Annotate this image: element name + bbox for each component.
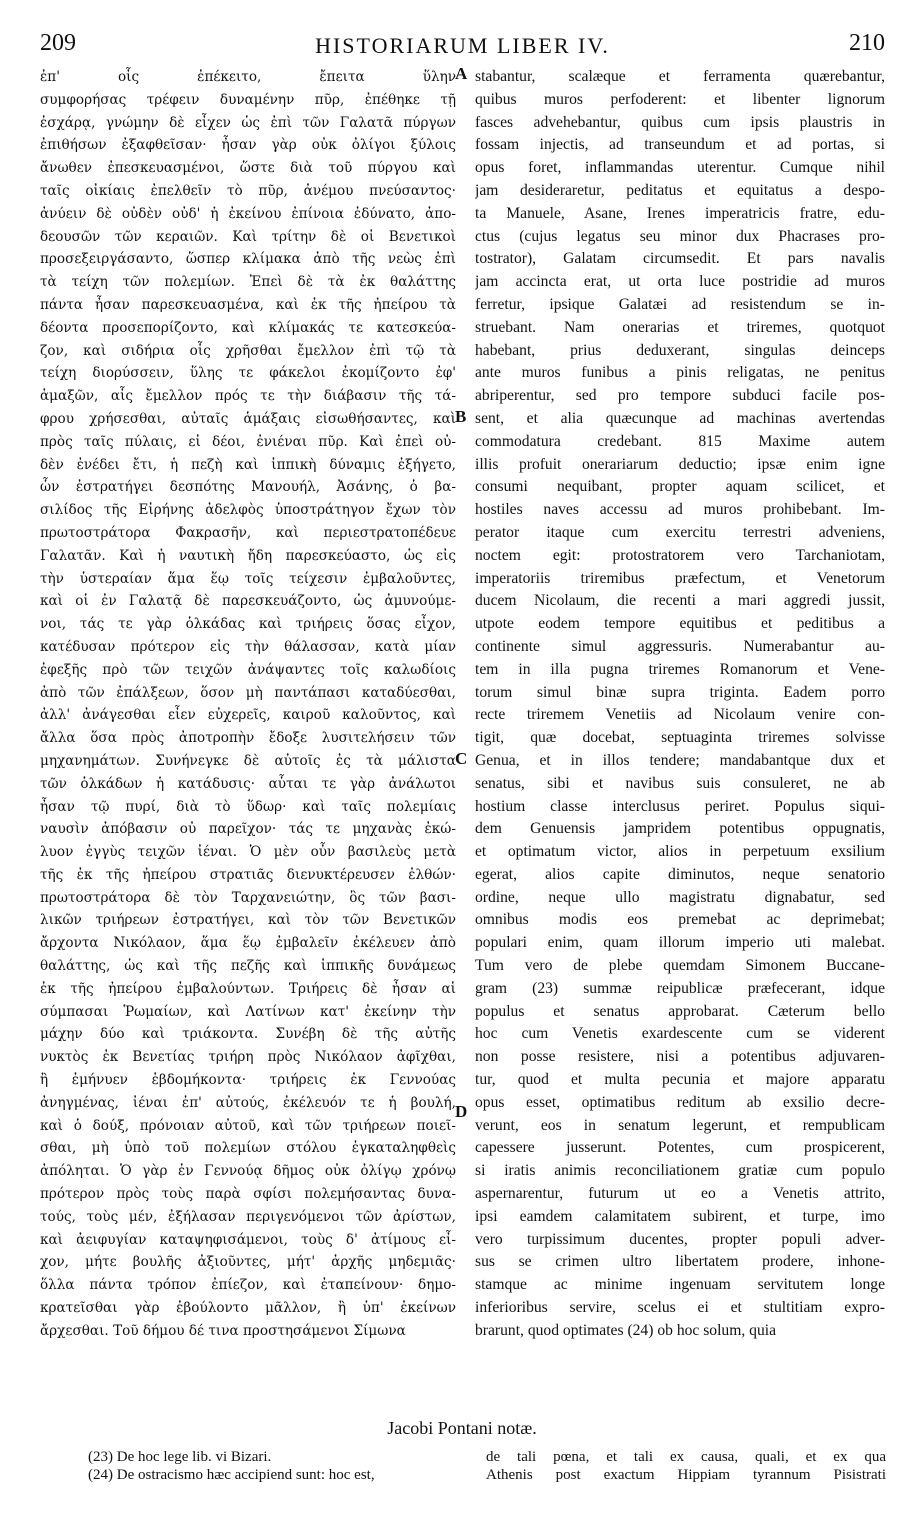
- greek-text-line: νυκτὸς ἐκ Βενετίας τριήρη πρὸς Νικόλαον ἀφῖχθαι,: [40, 1049, 456, 1066]
- latin-text-line: tem in illa pugna triremes Romanorum et Vene-: [475, 660, 885, 678]
- greek-text-line: ἐπ' οἷς ἐπέκειτο, ἔπειτα ὕλην: [40, 69, 456, 85]
- greek-text-line: δεουσῶν τῶν κεραιῶν. Καὶ τρίτην δὲ οἱ Βενετικοὶ: [40, 228, 456, 245]
- greek-text-line: συμφορήσας τρέφειν δυναμένην πῦρ, ἐπέθηκε τῇ: [40, 91, 456, 108]
- latin-text-line: sus se crimen ultro libertatem prodere, inhone-: [475, 1253, 885, 1271]
- latin-text-line: habebant, prius deduxerant, singulas deinceps: [475, 341, 885, 359]
- greek-text-line: χον, μήτε βουλῆς ἀξιοῦντες, μήτ' ἀρχῆς μηδεμιᾶς·: [40, 1254, 456, 1271]
- greek-text-line: ἀλλ' ἀνάγεσθαι εἶεν εὐχερεῖς, καιροῦ καλοῦντος, καὶ: [40, 707, 456, 724]
- greek-text-line: ἢ ἐμήνυεν ἑβδομήκοντα· τριήρεις ἐκ Γεννούας: [40, 1072, 456, 1089]
- latin-text-line: tur, quod et multa pecunia et majore apparatu: [475, 1071, 885, 1089]
- latin-text-line: quibus muros perfoderent: et libenter lignorum: [475, 90, 885, 108]
- greek-text-line: δὲν ἐνέδει ἔτι, ἡ πεζὴ καὶ ἱππικὴ δύναμις ἐξήγετο,: [40, 456, 456, 473]
- greek-text-line: ὧν ἐστρατήγει δεσπότης Μανουήλ, Ἀσάνης, ὁ βα-: [40, 479, 456, 496]
- notes-left-column: [88, 1448, 478, 1484]
- latin-text-line: opus foret, inflammandas uterentur. Cumque nihil: [475, 159, 885, 177]
- greek-text-line: σύμπασαι Ῥωμαίων, καὶ Λατίνων κατ' ἐκείνην τὴν: [40, 1003, 456, 1020]
- greek-text-line: ἀπὸ τῶν ἐπάλξεων, ὅσον μὴ παντάπασι καταδύεσθαι,: [40, 684, 456, 701]
- latin-text-line: stabantur, scalæque et ferramenta quærebantur,: [475, 68, 885, 85]
- latin-text-line: continente simul aggressuris. Numerabantur au-: [475, 637, 885, 655]
- latin-text-line: gram (23) summæ reipublicæ præfecerant, idque: [475, 979, 885, 997]
- greek-text-line: ταῖς οἰκίαις ἐπελθεῖν τὸ πῦρ, ἀνέμου πνεύσαντος·: [40, 182, 456, 199]
- latin-text-line: hostium classe interclusus periret. Populus siqui-: [475, 797, 885, 815]
- margin-marker-d: D: [455, 1102, 468, 1121]
- latin-text-line: hostiles naves accessu ad muros prohibebant. Im-: [475, 501, 885, 519]
- greek-text-line: ἁμαξῶν, αἷς ἔμελλον πρός τε τὴν διάβασιν τῆς τά-: [40, 388, 456, 405]
- footnote-line: Athenis post exactum Hippiam tyrannum Pisistrati: [486, 1467, 886, 1483]
- latin-text-line: illis profuit onerariarum deductio; ipsæ enim igne: [475, 455, 885, 473]
- footnote-line: (23) De hoc lege lib. vi Bizari.: [88, 1449, 272, 1465]
- latin-text-line: non posse resistere, nisi a potentibus adjuvaren-: [475, 1048, 885, 1066]
- latin-text-line: ta Manuele, Asane, Irenes imperatricis fratre, edu-: [475, 204, 885, 222]
- greek-text-line: ἄνωθεν ἐπεσκευασμένοι, ὥστε διὰ τοῦ πύργου καὶ: [40, 160, 456, 177]
- latin-text-line: tigit, quæ docebat, septuaginta triremes solvisse: [475, 729, 885, 747]
- greek-text-line: κατέδυσαν πρότερον εἰς τὴν θάλασσαν, κατὰ μίαν: [40, 638, 456, 655]
- greek-text-line: λυον ἐγγὺς τειχῶν ἰέναι. Ὁ μὲν οὖν βασιλεὺς μετὰ: [40, 844, 456, 861]
- greek-text-line: φρου χρήσεσθαι, αὐταῖς ἁμάξαις εἰσωθήσαντες, καὶ: [40, 410, 456, 427]
- margin-marker-b: B: [455, 407, 467, 426]
- footnote-line: (24) De ostracismo hæc accipiend sunt: hoc est,: [88, 1467, 375, 1483]
- latin-text-line: abriperentur, sed pro tempore subduci facile pos-: [475, 387, 885, 405]
- latin-text-line: populus et senatus approbarat. Cæterum bello: [475, 1002, 885, 1020]
- page-header: [40, 30, 885, 60]
- greek-text-column: [40, 66, 456, 1343]
- greek-text-line: Γαλατᾶν. Καὶ ἡ ναυτικὴ ἤδη παρεσκεύαστο, ὡς εἰς: [40, 547, 456, 564]
- greek-text-line: τείχη διορύσσειν, ὕλης τε φάκελοι ἐκομίζοντο ἐφ': [40, 365, 456, 382]
- greek-text-line: ἄρχεσθαι. Τοῦ δήμου δέ τινα προστησάμενοι Σίμωνα: [40, 1322, 406, 1339]
- latin-text-line: aspernarentur, futurum ut eo a Venetis attrito,: [475, 1185, 885, 1203]
- latin-text-line: tostrator), Galatam circumsedit. Et pars navalis: [475, 250, 885, 268]
- latin-text-line: commodatura credebant. 815 Maxime autem: [475, 432, 885, 450]
- latin-text-line: fasces advehebantur, quibus cum ipsis plaustris in: [475, 113, 885, 131]
- latin-text-line: perator itaque cum exercitu terrestri adveniens,: [475, 523, 885, 541]
- greek-text-line: ἄρχοντα Νικόλαον, ἅμα ἕῳ ἐμβαλεῖν ἐκέλευεν ἀπὸ: [40, 935, 456, 952]
- latin-text-line: egerat, alios capite diminutos, neque senatorio: [475, 865, 885, 883]
- greek-text-line: πάντα ἦσαν παρεσκευασμένα, καὶ ἐκ τῆς ἠπείρου τὰ: [40, 296, 456, 313]
- latin-text-line: Tum vero de plebe quemdam Simonem Buccane-: [475, 957, 885, 975]
- greek-text-line: ναυσὶν ἀπόβασιν οὐ παρεῖχον· τάς τε μηχανὰς ἐκώ-: [40, 821, 456, 838]
- latin-text-line: opus esset, optimatibus reditum ab exsilio decre-: [475, 1093, 885, 1111]
- latin-text-line: stamque ac minime ingenuam servitutem longe: [475, 1276, 885, 1294]
- greek-text-line: πρωτοστράτορα Φακρασῆν, καὶ περιεστρατοπέδευε: [40, 524, 456, 541]
- notes-right-column: [486, 1448, 886, 1484]
- latin-text-line: hoc cum Venetis exardescente cum se viderent: [475, 1025, 885, 1043]
- latin-text-line: ducem Nicolaum, die recenti a mari aggredi jussit,: [475, 592, 885, 610]
- greek-text-line: νοι, τάς τε γὰρ ὁλκάδας καὶ τριήρεις ὅσας εἶχον,: [40, 616, 456, 633]
- greek-text-line: τούς, τοὺς μέν, ἐξήλασαν περιγενόμενοι τῶν ἀρίστων,: [40, 1208, 456, 1225]
- greek-text-line: μηχανημάτων. Συνήνεγκε δὲ αὐτοῖς ἐς τὰ μάλιστα: [40, 752, 456, 769]
- greek-text-line: λικῶν τριήρεων ἐστρατήγει, καὶ τὸν τῶν Βενετικῶν: [40, 912, 456, 929]
- latin-text-line: dem Genuensis jampridem potentibus oppugnatis,: [475, 820, 885, 838]
- latin-text-line: utpote eodem tempore equitibus et peditibus a: [475, 615, 885, 633]
- latin-text-line: noctem egit: protostratorem vero Tarchaniotam,: [475, 546, 885, 564]
- latin-text-line: capessere jusserunt. Potentes, cum prospicerent,: [475, 1139, 885, 1157]
- latin-text-line: omnibus modis eos premebat ac deprimebat;: [475, 911, 885, 929]
- greek-text-line: ἦσαν τῷ πυρί, διὰ τὸ ὕδωρ· καὶ ταῖς πολεμίαις: [40, 798, 456, 815]
- latin-text-line: ordine, neque ullo magistratu dignabatur, sed: [475, 888, 885, 906]
- greek-text-line: ἀνύειν δὲ οὐδὲν οὐδ' ἡ ἐκείνου ἐπίνοια ἐδύνατο, ἀπο-: [40, 205, 456, 222]
- greek-text-line: θαλάττης, ὡς καὶ τῆς πεζῆς καὶ ἱππικῆς δυνάμεως: [40, 958, 456, 975]
- greek-text-line: ἄλλα ὅσα πρὸς ἀποτροπὴν ἔδοξε λυσιτελήσειν τῶν: [40, 730, 456, 747]
- latin-text-line: torum simul binæ supra triginta. Eadem porro: [475, 683, 885, 701]
- latin-text-line: ipsi eamdem calamitatem subirent, et turpe, imo: [475, 1207, 885, 1225]
- greek-text-line: ἐκ τῆς ἠπείρου ἐμβαλούντων. Τριήρεις δὲ ἦσαν αἱ: [40, 980, 456, 997]
- latin-text-line: imperatoriis triremibus præfectum, et Venetorum: [475, 569, 885, 587]
- latin-text-line: fossam injectis, ad transeundum et ad portas, si: [475, 136, 885, 154]
- latin-text-line: senatus, sibi et navibus suis consuleret, ne ab: [475, 774, 885, 792]
- greek-text-line: προσεξειργάσαντο, ὥσπερ κλίμακα ἀπὸ τῆς νεὼς ἐπὶ: [40, 251, 456, 268]
- latin-text-line: sent, et alia quæcunque ad machinas avertendas: [475, 409, 885, 427]
- page-number-right: 210: [849, 30, 885, 56]
- greek-text-line: τῶν ὁλκάδων ἡ κατάδυσις· αὗται τε γὰρ ἀνάλωτοι: [40, 775, 456, 792]
- greek-text-line: ἐσχάρᾳ, γνώμην δὲ εἶχεν ὡς ἐπὶ τῶν Γαλατᾶ πύργων: [40, 114, 456, 131]
- greek-text-line: καὶ ἀειφυγίαν καταψηφισάμενοι, τοὺς δ' ἀτίμους εἶ-: [40, 1231, 456, 1248]
- greek-text-line: καὶ οἱ ἐν Γαλατᾷ δὲ παρεσκευάζοντο, ὡς ἀμυνούμε-: [40, 593, 456, 610]
- page-number-left: 209: [40, 30, 76, 56]
- latin-text-line: verunt, eos in senatum legerunt, et rempublicam: [475, 1116, 885, 1134]
- margin-marker-c: C: [455, 749, 468, 768]
- greek-text-line: ἀπόληται. Ὁ γὰρ ἐν Γεννούᾳ δῆμος οὐκ ὀλίγῳ χρόνῳ: [40, 1163, 456, 1180]
- latin-text-line: ferretur, ipsique Galatæi ad resistendum se in-: [475, 295, 885, 313]
- latin-text-line: brarunt, quod optimates (24) ob hoc solum, quia: [475, 1321, 776, 1339]
- latin-text-line: consumi nequibant, propter aquam scilicet, et: [475, 478, 885, 496]
- latin-text-column: [475, 66, 885, 1343]
- greek-text-line: ἀνηγμένας, ἰέναι ἐπ' αὐτούς, ἐκέλευόν τε ἡ βουλή,: [40, 1094, 456, 1111]
- latin-text-line: jam desideraretur, peditatus et equitatus a despo-: [475, 181, 885, 199]
- greek-text-line: πρωτοστράτορα δὲ τὸν Ταρχανειώτην, ὃς τῶν βασι-: [40, 889, 456, 906]
- latin-text-line: inferioribus servire, scelus ei et stultitiam expro-: [475, 1299, 885, 1317]
- latin-text-line: jam accincta erat, ut orta luce postridie ad muros: [475, 273, 885, 291]
- latin-text-line: struebant. Nam onerarias et triremes, quotquot: [475, 318, 885, 336]
- greek-text-line: δέοντα προσεπορίζοντο, καὶ κλίμακάς τε κατεσκεύα-: [40, 319, 456, 336]
- latin-text-line: ante muros funibus a pinis religatas, ne penitus: [475, 364, 885, 382]
- greek-text-line: τὴν ὑστεραίαν ἅμα ἕῳ τοῖς τείχεσιν ἐμβαλοῦντες,: [40, 570, 456, 587]
- greek-text-line: σθαι, μὴ ὑπὸ τοῦ πολεμίων στόλου ἐγκαταληφθεὶς: [40, 1140, 456, 1157]
- greek-text-line: ζον, καὶ σιδήρια οἷς χρῆσθαι ἔμελλον ἐπὶ τῷ τὰ: [40, 342, 456, 359]
- greek-text-line: τῆς ἐκ τῆς ἠπείρου στρατιᾶς διενυκτέρευσεν ἐλθών·: [40, 866, 456, 883]
- latin-text-line: et optimatum victor, alios in perpetuum exsilium: [475, 843, 885, 861]
- greek-text-line: ἐφεξῆς πρὸ τῶν τειχῶν ἀνάψαντες τοῖς καλωδίοις: [40, 661, 456, 678]
- latin-text-line: si iratis animis reconciliationem gratiæ cum populo: [475, 1162, 885, 1180]
- footnote-line: de tali pœna, et tali ex causa, quali, et ex qua: [486, 1449, 886, 1465]
- latin-text-line: Genua, et in illos tendere; mandabantque dux et: [475, 751, 885, 769]
- greek-text-line: πρὸς ταῖς πύλαις, εἰ δέοι, ἐνιέναι πῦρ. Καὶ ἐπεὶ οὐ-: [40, 433, 456, 450]
- greek-text-line: καὶ ὁ δούξ, πρόνοιαν αὐτοῦ, καὶ τῶν τριήρεων ποιεῖ-: [40, 1117, 456, 1134]
- greek-text-line: πρότερον πρὸς τοὺς παρὰ σφίσι πολεμήσαντας δυνα-: [40, 1186, 456, 1203]
- greek-text-line: τὰ τείχη τῶν πολεμίων. Ἐπεὶ δὲ τὰ ἐκ θαλάττης: [40, 274, 456, 291]
- greek-text-line: κρατεῖσθαι γὰρ ἐβούλοντο μᾶλλον, ἢ ὑπ' ἐκείνων: [40, 1300, 456, 1317]
- notes-title: Jacobi Pontani notæ.: [387, 1418, 537, 1438]
- latin-text-line: recte triremem Venetiis ad Nicolaum venire con-: [475, 706, 885, 724]
- latin-text-line: vero turpissimum ducentes, propter populi adver-: [475, 1230, 885, 1248]
- latin-text-line: ctus (cujus legatus seu minor dux Phacrases pro-: [475, 227, 885, 245]
- greek-text-line: ὅλλα πάντα τρόπον ἐπίεζον, καὶ ἐταπείνουν· δημο-: [40, 1277, 456, 1294]
- greek-text-line: σιλίδος τῆς Εἰρήνης ἀδελφὸς ὑποστράτηγον ἔχων τὸν: [40, 502, 456, 519]
- margin-marker-a: A: [455, 64, 468, 83]
- running-head: HISTORIARUM LIBER IV.: [315, 33, 610, 58]
- greek-text-line: ἐπιθήσων ἐξαφθεῖσαν· ἦσαν γὰρ οὐκ ὀλίγοι ξύλοις: [40, 137, 456, 154]
- greek-text-line: μάχην δύο καὶ τριάκοντα. Συνέβη δὲ τῆς αὐτῆς: [40, 1026, 456, 1043]
- latin-text-line: populari enim, quam illorum imperio uti malebat.: [475, 934, 885, 952]
